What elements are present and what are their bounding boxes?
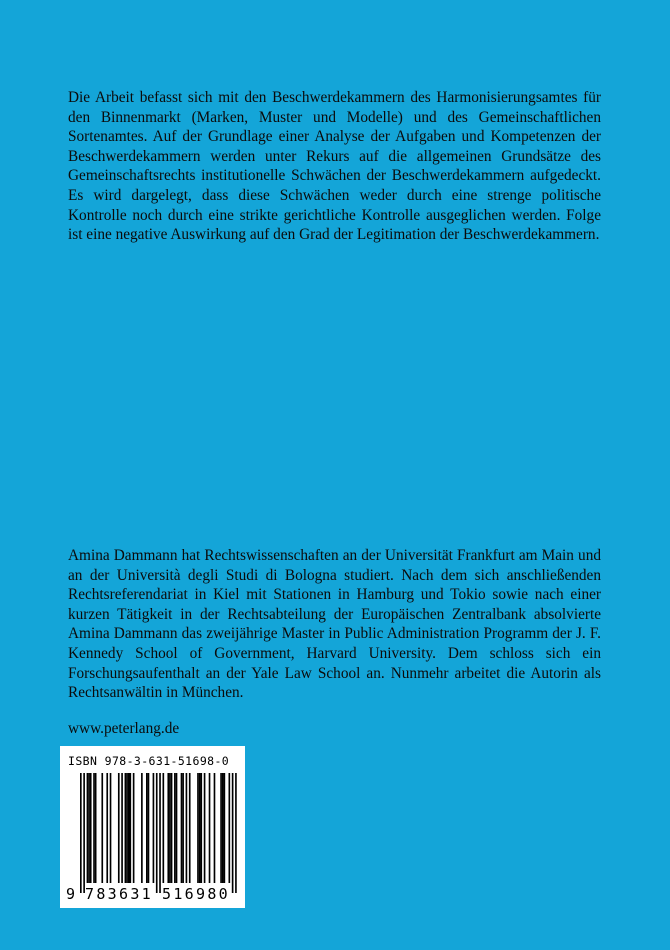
barcode-bar bbox=[93, 773, 95, 883]
barcode-bar bbox=[199, 773, 201, 883]
barcode-bar bbox=[133, 773, 135, 883]
ean-digits bbox=[60, 885, 245, 905]
barcode-bar bbox=[181, 773, 183, 883]
barcode-bar bbox=[118, 773, 120, 883]
barcode-bar bbox=[169, 773, 171, 883]
barcode-bar bbox=[171, 773, 173, 883]
barcode-bar bbox=[224, 773, 226, 883]
barcode-guard-bar bbox=[232, 773, 234, 893]
barcode-bar bbox=[146, 773, 148, 883]
barcode-bar bbox=[130, 773, 132, 883]
barcode-guard-bar bbox=[83, 773, 85, 893]
ean-right-group: 516980 bbox=[162, 885, 230, 903]
barcode-bar bbox=[204, 773, 206, 883]
barcode-bar bbox=[214, 773, 216, 883]
barcode-bar bbox=[220, 773, 222, 883]
barcode-bar bbox=[174, 773, 176, 883]
barcode-guard-bar bbox=[80, 773, 82, 893]
barcode-bar bbox=[106, 773, 108, 883]
barcode-guard-bar bbox=[235, 773, 237, 893]
barcode-bar bbox=[197, 773, 199, 883]
barcode-bar bbox=[189, 773, 191, 883]
barcode-bars bbox=[60, 746, 245, 908]
barcode-bar bbox=[95, 773, 97, 883]
barcode-bar bbox=[121, 773, 123, 883]
barcode-bar bbox=[167, 773, 169, 883]
barcode-bar bbox=[90, 773, 92, 883]
barcode-bar bbox=[186, 773, 188, 883]
ean-left-group: 783631 bbox=[85, 885, 153, 903]
barcode-bar bbox=[110, 773, 112, 883]
barcode-bar bbox=[87, 773, 89, 883]
isbn-barcode bbox=[60, 746, 245, 908]
barcode-bar bbox=[128, 773, 130, 883]
barcode-guard-bar bbox=[159, 773, 161, 893]
publisher-website[interactable]: www.peterlang.de bbox=[68, 720, 180, 737]
barcode-guard-bar bbox=[156, 773, 158, 893]
ean-first-digit: 9 bbox=[66, 885, 76, 903]
barcode-bar bbox=[141, 773, 143, 883]
abstract-paragraph: Die Arbeit befasst sich mit den Beschwerdekammern des Harmonisierungsamtes für den Binnenmarkt (Marken, Muster und Modelle) und des Gemeinschaftlichen Sortenamtes. Auf der Grundlage einer Analyse der Aufgaben und Kompetenzen der Beschwerdekammern werden unter Rekurs auf die allgemeinen Grundsätze des Gemeinschaftsrechts institutionelle Schwächen der Beschwerdekammern aufgedeckt. Es wird dargelegt, dass diese Schwächen weder durch eine strenge politische Kontrolle noch durch eine strikte gerichtliche Kontrolle ausgeglichen werden. Folge ist eine negative Auswirkung auf den Grad der Legitimation der Beschwerdekammern. bbox=[68, 89, 601, 244]
barcode-bar bbox=[163, 773, 165, 883]
barcode-bar bbox=[125, 773, 127, 883]
barcode-bar bbox=[222, 773, 224, 883]
barcode-bar bbox=[153, 773, 155, 883]
barcode-bar bbox=[182, 773, 184, 883]
author-bio-paragraph: Amina Dammann hat Rechtswissenschaften an der Universität Frankfurt am Main und an der Università degli Studi di Bologna studiert. Nach dem sich anschließenden Rechtsreferendariat in Kiel mit Stationen in Hamburg und Tokio sowie nach einer kurzen Tätigkeit in der Rechtsabteilung der Europäischen Zentralbank absolvierte Amina Dammann das zweijährige Master in Public Administration Programm der J. F. Kennedy School of Government, Harvard University. Dem schloss sich ein Forschungsaufenthalt an der Yale Law School an. Nunmehr arbeitet die Autorin als Rechtsanwältin in München. bbox=[68, 547, 601, 702]
barcode-bar bbox=[176, 773, 178, 883]
barcode-bar bbox=[229, 773, 231, 883]
barcode-bar bbox=[200, 773, 202, 883]
isbn-label: ISBN 978-3-631-51698-0 bbox=[68, 754, 230, 768]
barcode-bar bbox=[101, 773, 103, 883]
barcode-bar bbox=[126, 773, 128, 883]
barcode-bar bbox=[88, 773, 90, 883]
barcode-bar bbox=[209, 773, 211, 883]
barcode-bar bbox=[148, 773, 150, 883]
